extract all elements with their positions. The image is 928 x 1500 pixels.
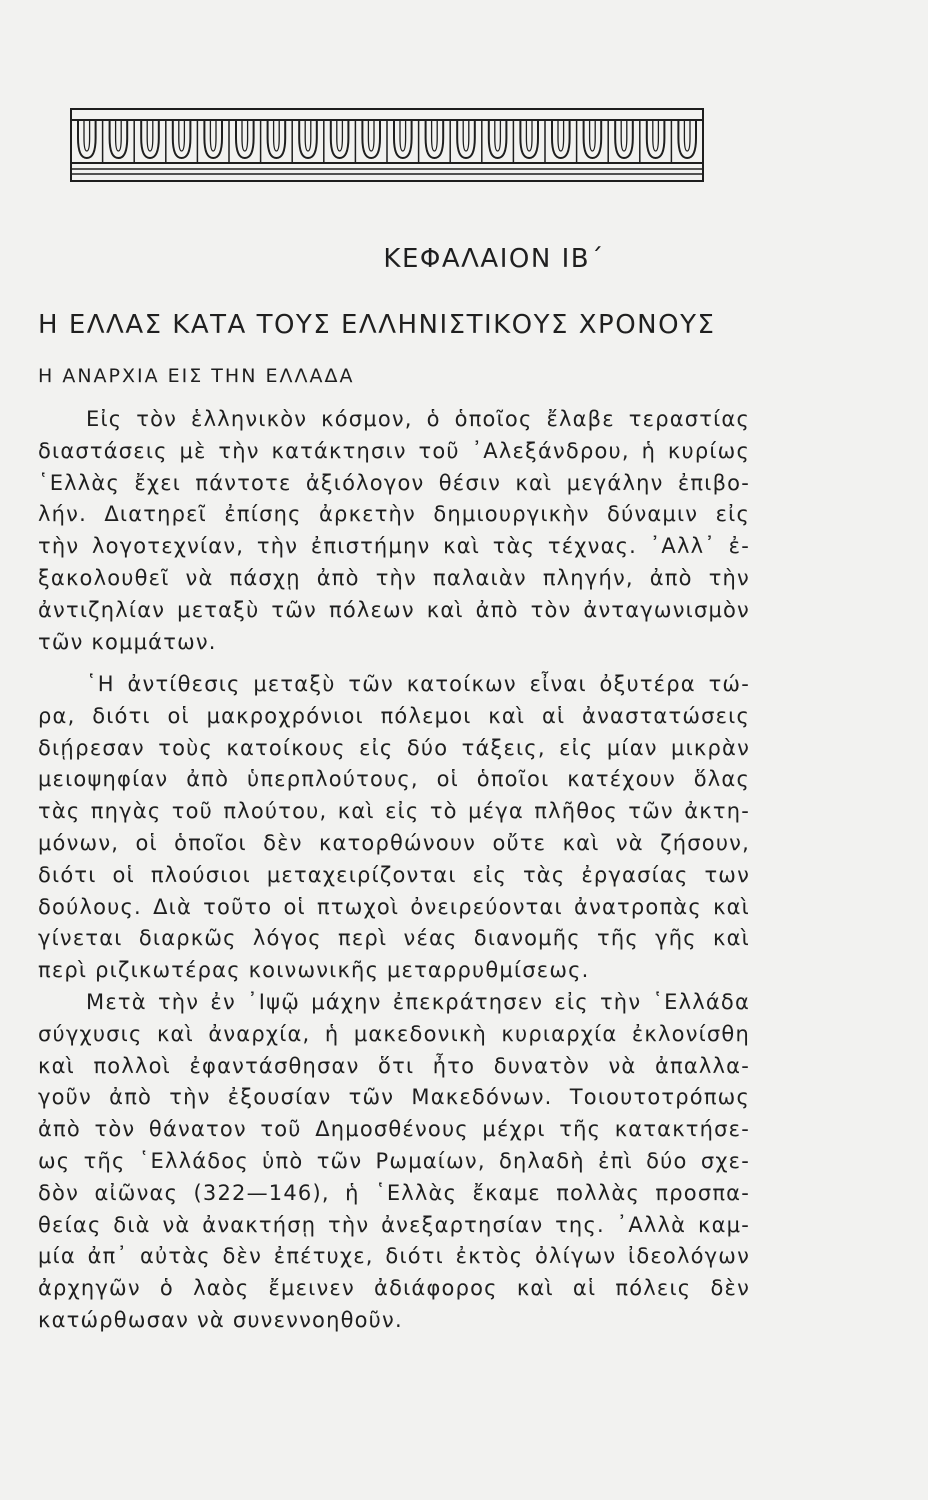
- text-line: περὶ ριζικωτέρας κοινωνικῆς μεταρρυθμίσεως.: [38, 958, 590, 983]
- border-loop: [173, 120, 191, 158]
- border-loop: [78, 120, 96, 158]
- border-loop-inner: [305, 120, 311, 151]
- text-line: Μετὰ τὴν ἐν ᾿Ιψῷ μάχην ἐπεκράτησεν εἰς τὴν ῾Ελλάδα: [86, 990, 750, 1014]
- border-loop-inner: [147, 120, 153, 151]
- text-line: μόνων, οἱ ὁποῖοι δὲν κατορθώνουν οὔτε καὶ νὰ ζήσουν,: [38, 830, 750, 855]
- border-loop-inner: [400, 120, 406, 151]
- border-loop-inner: [653, 120, 659, 151]
- paragraph-3: [38, 987, 750, 1337]
- border-loop: [394, 120, 412, 158]
- text-line: κατώρθωσαν νὰ συνεννοηθοῦν.: [38, 1307, 403, 1332]
- text-line: ως τῆς ῾Ελλάδος ὑπὸ τῶν Ρωμαίων, δηλαδὴ ἐπὶ δύο σχε-: [38, 1148, 750, 1173]
- section-title: Η ΕΛΛΑΣ ΚΑΤΑ ΤΟΥΣ ΕΛΛΗΝΙΣΤΙΚΟΥΣ ΧΡΟΝΟΥΣ: [38, 310, 716, 340]
- border-loop-inner: [684, 120, 690, 151]
- border-loop-inner: [621, 120, 627, 151]
- border-loop-inner: [432, 120, 438, 151]
- border-loop-inner: [84, 120, 90, 151]
- text-line: ἀπὸ τὸν θάνατον τοῦ Δημοσθένους μέχρι τῆς κατακτήσε-: [38, 1117, 750, 1142]
- text-line: διότι οἱ πλούσιοι μεταχειρίζονται εἰς τὰς ἐργασίας των: [38, 862, 750, 887]
- border-loop: [552, 120, 570, 158]
- text-line: ῾Ελλὰς ἔχει πάντοτε ἀξιόλογον θέσιν καὶ μεγάλην ἐπιβο-: [38, 470, 750, 495]
- border-loop-inner: [274, 120, 280, 151]
- border-loop: [457, 120, 475, 158]
- border-loop-inner: [210, 120, 216, 151]
- border-loop-inner: [179, 120, 185, 151]
- border-loop-inner: [116, 120, 122, 151]
- text-line: τὰς πηγὰς τοῦ πλούτου, καὶ εἰς τὸ μέγα πλῆθος τῶν ἀκτη-: [38, 799, 750, 824]
- text-line: δὸν αἰῶνας (322—146), ἡ ῾Ελλὰς ἔκαμε πολλὰς προσπα-: [38, 1180, 750, 1205]
- border-loop: [110, 120, 128, 158]
- border-loop: [362, 120, 380, 158]
- border-loop-inner: [558, 120, 564, 151]
- border-loop-inner: [368, 120, 374, 151]
- subsection-title: Η ΑΝΑΡΧΙΑ ΕΙΣ ΤΗΝ ΕΛΛΑΔΑ: [38, 365, 355, 387]
- text-line: μειοψηφίαν ἀπὸ ὑπερπλούτους, οἱ ὁποῖοι κατέχουν ὅλας: [38, 767, 750, 792]
- text-line: ξακολουθεῖ νὰ πάσχῃ ἀπὸ τὴν παλαιὰν πληγήν, ἀπὸ τὴν: [38, 565, 750, 590]
- border-loop: [647, 120, 665, 158]
- text-line: Εἰς τὸν ἑλληνικὸν κόσμον, ὁ ὁποῖος ἔλαβε τεραστίας: [86, 407, 750, 431]
- border-loop-inner: [337, 120, 343, 151]
- border-loop: [426, 120, 444, 158]
- paragraph-1: [38, 404, 750, 658]
- border-loop-inner: [495, 120, 501, 151]
- border-loop: [678, 120, 696, 158]
- text-line: διαστάσεις μὲ τὴν κατάκτησιν τοῦ ᾿Αλεξάνδρου, ἡ κυρίως: [38, 438, 750, 463]
- paragraph-2: [38, 669, 750, 987]
- text-line: θείας διὰ νὰ ἀνακτήσῃ τὴν ἀνεξαρτησίαν της. ᾿Αλλὰ καμ-: [38, 1212, 750, 1237]
- border-loop: [299, 120, 317, 158]
- border-loop: [584, 120, 602, 158]
- border-loop: [489, 120, 507, 158]
- border-loop-inner: [526, 120, 532, 151]
- text-line: τὴν λογοτεχνίαν, τὴν ἐπιστήμην καὶ τὰς τέχνας. ᾿Αλλ᾿ ἐ-: [38, 534, 750, 559]
- text-line: ρα, διότι οἱ μακροχρόνιοι πόλεμοι καὶ αἱ ἀναστατώσεις: [38, 703, 750, 728]
- decorative-meander-border: [70, 108, 704, 182]
- chapter-title: ΚΕΦΑΛΑΙΟΝ ΙΒ΄: [383, 244, 605, 274]
- border-loop: [141, 120, 159, 158]
- border-loop: [204, 120, 222, 158]
- text-line: διῄρεσαν τοὺς κατοίκους εἰς δύο τάξεις, εἰς μίαν μικρὰν: [38, 735, 750, 760]
- text-line: γοῦν ἀπὸ τὴν ἐξουσίαν τῶν Μακεδόνων. Τοιουτοτρόπως: [38, 1085, 750, 1110]
- text-line: δούλους. Διὰ τοῦτο οἱ πτωχοὶ ὀνειρεύονται ἀνατροπὰς καὶ: [38, 894, 750, 919]
- border-loop: [520, 120, 538, 158]
- border-loop-inner: [590, 120, 596, 151]
- text-line: μία ἀπ᾿ αὐτὰς δὲν ἐπέτυχε, διότι ἐκτὸς ὀλίγων ἰδεολόγων: [38, 1244, 750, 1269]
- text-line: ἀρχηγῶν ὁ λαὸς ἔμεινεν ἀδιάφορος καὶ αἱ πόλεις δὲν: [38, 1276, 750, 1301]
- border-loop: [236, 120, 254, 158]
- text-line: ῾Η ἀντίθεσις μεταξὺ τῶν κατοίκων εἶναι ὀξυτέρα τώ-: [86, 672, 750, 696]
- border-loop-inner: [463, 120, 469, 151]
- text-line: σύγχυσις καὶ ἀναρχία, ἡ μακεδονικὴ κυριαρχία ἐκλονίσθη: [38, 1021, 750, 1046]
- border-loop: [615, 120, 633, 158]
- border-loop-inner: [242, 120, 248, 151]
- text-line: γίνεται διαρκῶς λόγος περὶ νέας διανομῆς τῆς γῆς καὶ: [38, 926, 750, 951]
- border-loop: [268, 120, 286, 158]
- text-line: λήν. Διατηρεῖ ἐπίσης ἀρκετὴν δημιουργικὴν δύναμιν εἰς: [38, 502, 750, 527]
- text-line: ἀντιζηλίαν μεταξὺ τῶν πόλεων καὶ ἀπὸ τὸν ἀνταγωνισμὸν: [38, 597, 750, 622]
- text-line: τῶν κομμάτων.: [38, 629, 217, 654]
- border-loop: [331, 120, 349, 158]
- text-line: καὶ πολλοὶ ἐφαντάσθησαν ὅτι ἦτο δυνατὸν νὰ ἀπαλλα-: [38, 1053, 750, 1078]
